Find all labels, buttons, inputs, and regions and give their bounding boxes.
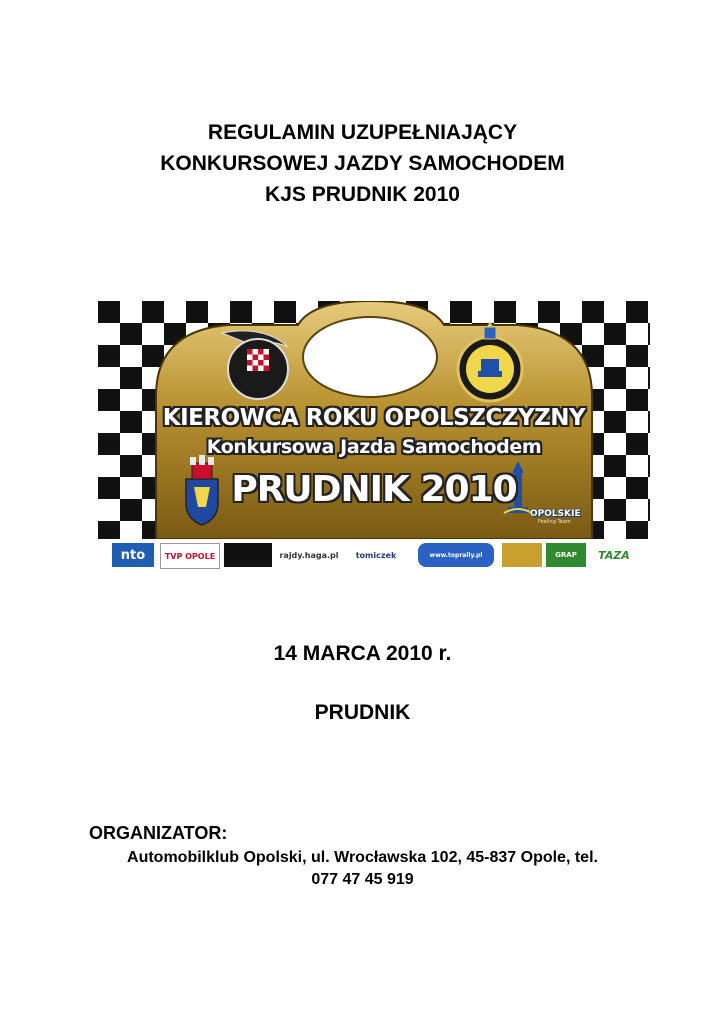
organizer-heading: ORGANIZATOR: xyxy=(89,823,228,843)
document-title xyxy=(0,117,725,210)
organizer-address: Automobilklub Opolski, ul. Wrocławska 102, 45-837 Opole, tel. xyxy=(127,849,598,866)
event-banner xyxy=(98,301,650,577)
plate-center-oval xyxy=(303,317,437,397)
sponsor-logos xyxy=(106,539,650,573)
sponsor-logo-toprally: www.toprally.pl xyxy=(418,543,494,567)
title-line-3: KJS PRUDNIK 2010 xyxy=(265,183,460,206)
banner-line-2: Konkursowa Jazda Samochodem xyxy=(206,436,542,458)
sponsor-logo-taza: TAZA xyxy=(592,543,636,567)
sponsor-logo-tvp: TVP OPOLE xyxy=(160,543,220,569)
banner-line-3: PRUDNIK 2010 xyxy=(231,469,517,510)
banner-line-1: KIEROWCA ROKU OPOLSZCZYZNY xyxy=(162,405,586,431)
sponsor-logo-grap: GRAP xyxy=(546,543,586,567)
title-line-1: REGULAMIN UZUPEŁNIAJĄCY xyxy=(207,121,518,144)
sponsor-logo-tomiczek: tomiczek xyxy=(350,543,402,567)
sponsor-logo-haga: rajdy.haga.pl xyxy=(274,543,344,567)
opolskie-sublabel: Feeling Team xyxy=(538,519,571,525)
title-line-2: KONKURSOWEJ JAZDY SAMOCHODEM xyxy=(160,152,565,175)
opolskie-label: OPOLSKIE xyxy=(530,509,581,519)
sponsor-logo-nto: nto xyxy=(112,543,154,567)
sponsor-logo-car xyxy=(224,543,272,567)
organizer-phone: 077 47 45 919 xyxy=(311,871,414,888)
sponsor-logo-yellow xyxy=(502,543,542,567)
event-place: PRUDNIK xyxy=(314,701,411,724)
event-date: 14 MARCA 2010 r. xyxy=(273,642,452,665)
